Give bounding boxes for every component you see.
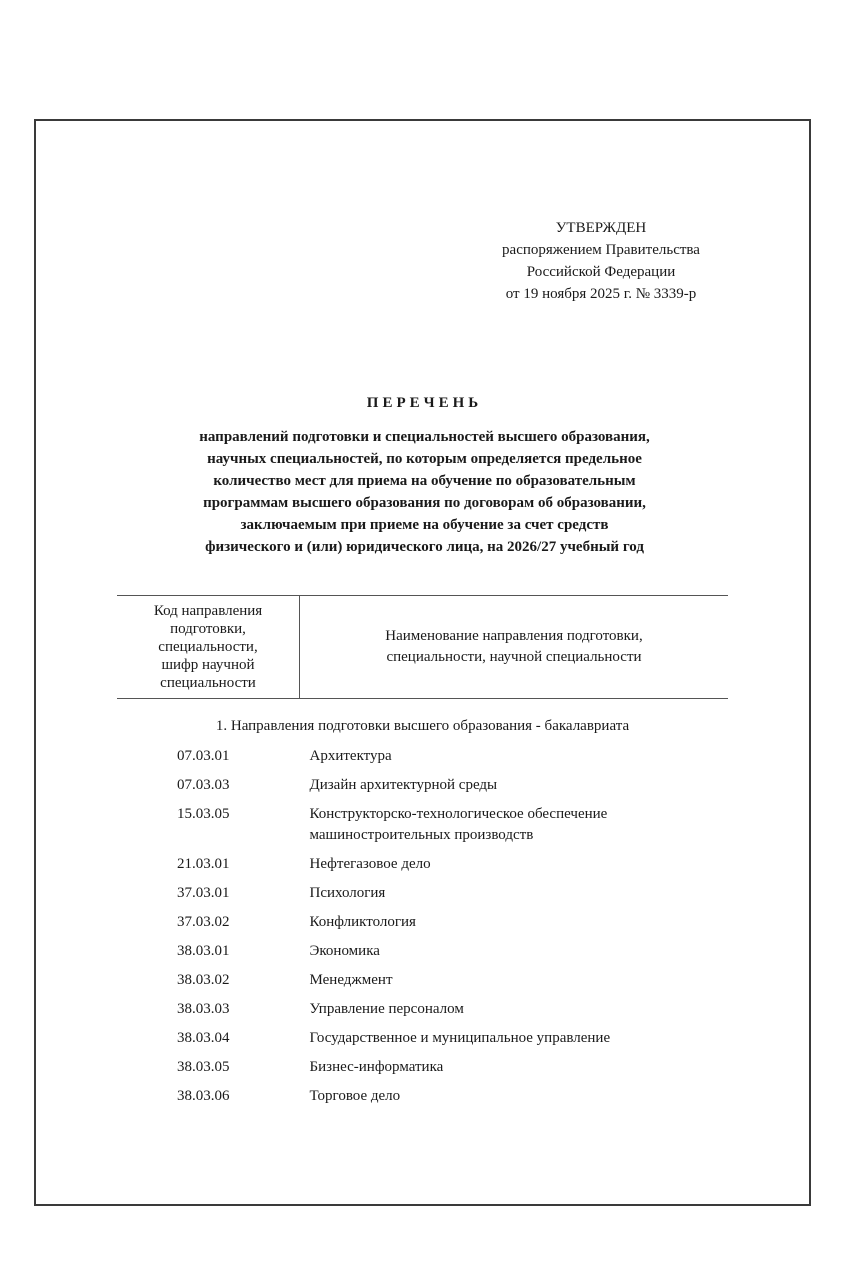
subtitle-line: физического и (или) юридического лица, на 2026/27 учебный год — [205, 539, 644, 555]
table-row — [117, 967, 728, 996]
header-code-cell — [117, 596, 300, 699]
table-row — [117, 801, 728, 851]
row-name-line: Управление персоналом — [309, 1001, 464, 1017]
row-code: 37.03.02 — [177, 914, 230, 930]
subtitle-line: количество мест для приема на обучение по образовательным — [213, 473, 636, 489]
row-name — [300, 967, 729, 996]
row-code: 07.03.01 — [177, 748, 230, 764]
row-name — [300, 801, 729, 851]
table-row — [117, 938, 728, 967]
row-name — [300, 743, 729, 772]
row-name-line: Дизайн архитектурной среды — [309, 777, 498, 793]
row-name — [300, 909, 729, 938]
header-code-line: Код направления — [153, 603, 263, 619]
table-row — [117, 880, 728, 909]
document-subtitle — [126, 426, 723, 558]
specialties-table — [117, 595, 728, 1112]
table-row — [117, 1083, 728, 1112]
row-name — [300, 772, 729, 801]
row-code: 38.03.06 — [177, 1088, 230, 1104]
table-row — [117, 1025, 728, 1054]
header-code-line: шифр научной — [161, 657, 255, 673]
row-name — [300, 1083, 729, 1112]
row-code: 07.03.03 — [177, 777, 230, 793]
header-code-line: специальности — [160, 675, 256, 691]
document-title: ПЕРЕЧЕНЬ — [366, 395, 483, 411]
row-name — [300, 996, 729, 1025]
table-row — [117, 772, 728, 801]
row-code: 15.03.05 — [177, 806, 230, 822]
row-name — [300, 880, 729, 909]
row-name-line: Экономика — [309, 943, 380, 959]
row-name — [300, 851, 729, 880]
row-name-line: Психология — [309, 885, 386, 901]
document-page — [34, 119, 811, 1206]
row-name-line: машиностроительных производств — [309, 827, 534, 843]
row-name-line: Нефтегазовое дело — [309, 856, 431, 872]
approval-line-2: распоряжением Правительства — [502, 242, 700, 258]
table-header-row — [117, 596, 728, 699]
row-name-line: Торговое дело — [309, 1088, 401, 1104]
subtitle-line: направлений подготовки и специальностей высшего образования, — [199, 429, 650, 445]
table-row — [117, 996, 728, 1025]
approval-line-3: Российской Федерации — [526, 264, 676, 280]
row-code: 38.03.03 — [177, 1001, 230, 1017]
header-name-line: Наименование направления подготовки, — [385, 628, 643, 644]
subtitle-line: программам высшего образования по договорам об образовании, — [203, 495, 646, 511]
table-body — [117, 699, 728, 1113]
row-name-line: Государственное и муниципальное управление — [309, 1030, 611, 1046]
table-row — [117, 909, 728, 938]
header-name-cell — [300, 596, 729, 699]
row-name-line: Бизнес-информатика — [309, 1059, 444, 1075]
row-code: 37.03.01 — [177, 885, 230, 901]
subtitle-line: заключаемым при приеме на обучение за счет средств — [240, 517, 609, 533]
approval-stamp — [456, 217, 746, 305]
row-name — [300, 1054, 729, 1083]
row-name-line: Конструкторско-технологическое обеспечение — [309, 806, 608, 822]
table-row — [117, 851, 728, 880]
row-code: 38.03.02 — [177, 972, 230, 988]
header-name-line: специальности, научной специальности — [386, 649, 642, 665]
row-name-line: Менеджмент — [309, 972, 393, 988]
row-code: 38.03.01 — [177, 943, 230, 959]
row-name-line: Архитектура — [309, 748, 392, 764]
approval-line-1: УТВЕРЖДЕН — [555, 220, 647, 236]
row-code: 38.03.05 — [177, 1059, 230, 1075]
header-code-line: специальности, — [158, 639, 258, 655]
row-name-line: Конфликтология — [309, 914, 416, 930]
subtitle-line: научных специальностей, по которым определяется предельное — [207, 451, 642, 467]
table-row — [117, 743, 728, 772]
row-name — [300, 1025, 729, 1054]
row-name — [300, 938, 729, 967]
row-code: 38.03.04 — [177, 1030, 230, 1046]
table-row — [117, 1054, 728, 1083]
section-heading: 1. Направления подготовки высшего образования - бакалавриата — [215, 718, 630, 734]
row-code: 21.03.01 — [177, 856, 230, 872]
approval-line-4: от 19 ноября 2025 г. № 3339-р — [505, 286, 697, 302]
header-code-line: подготовки, — [170, 621, 246, 637]
section-row — [117, 699, 728, 744]
